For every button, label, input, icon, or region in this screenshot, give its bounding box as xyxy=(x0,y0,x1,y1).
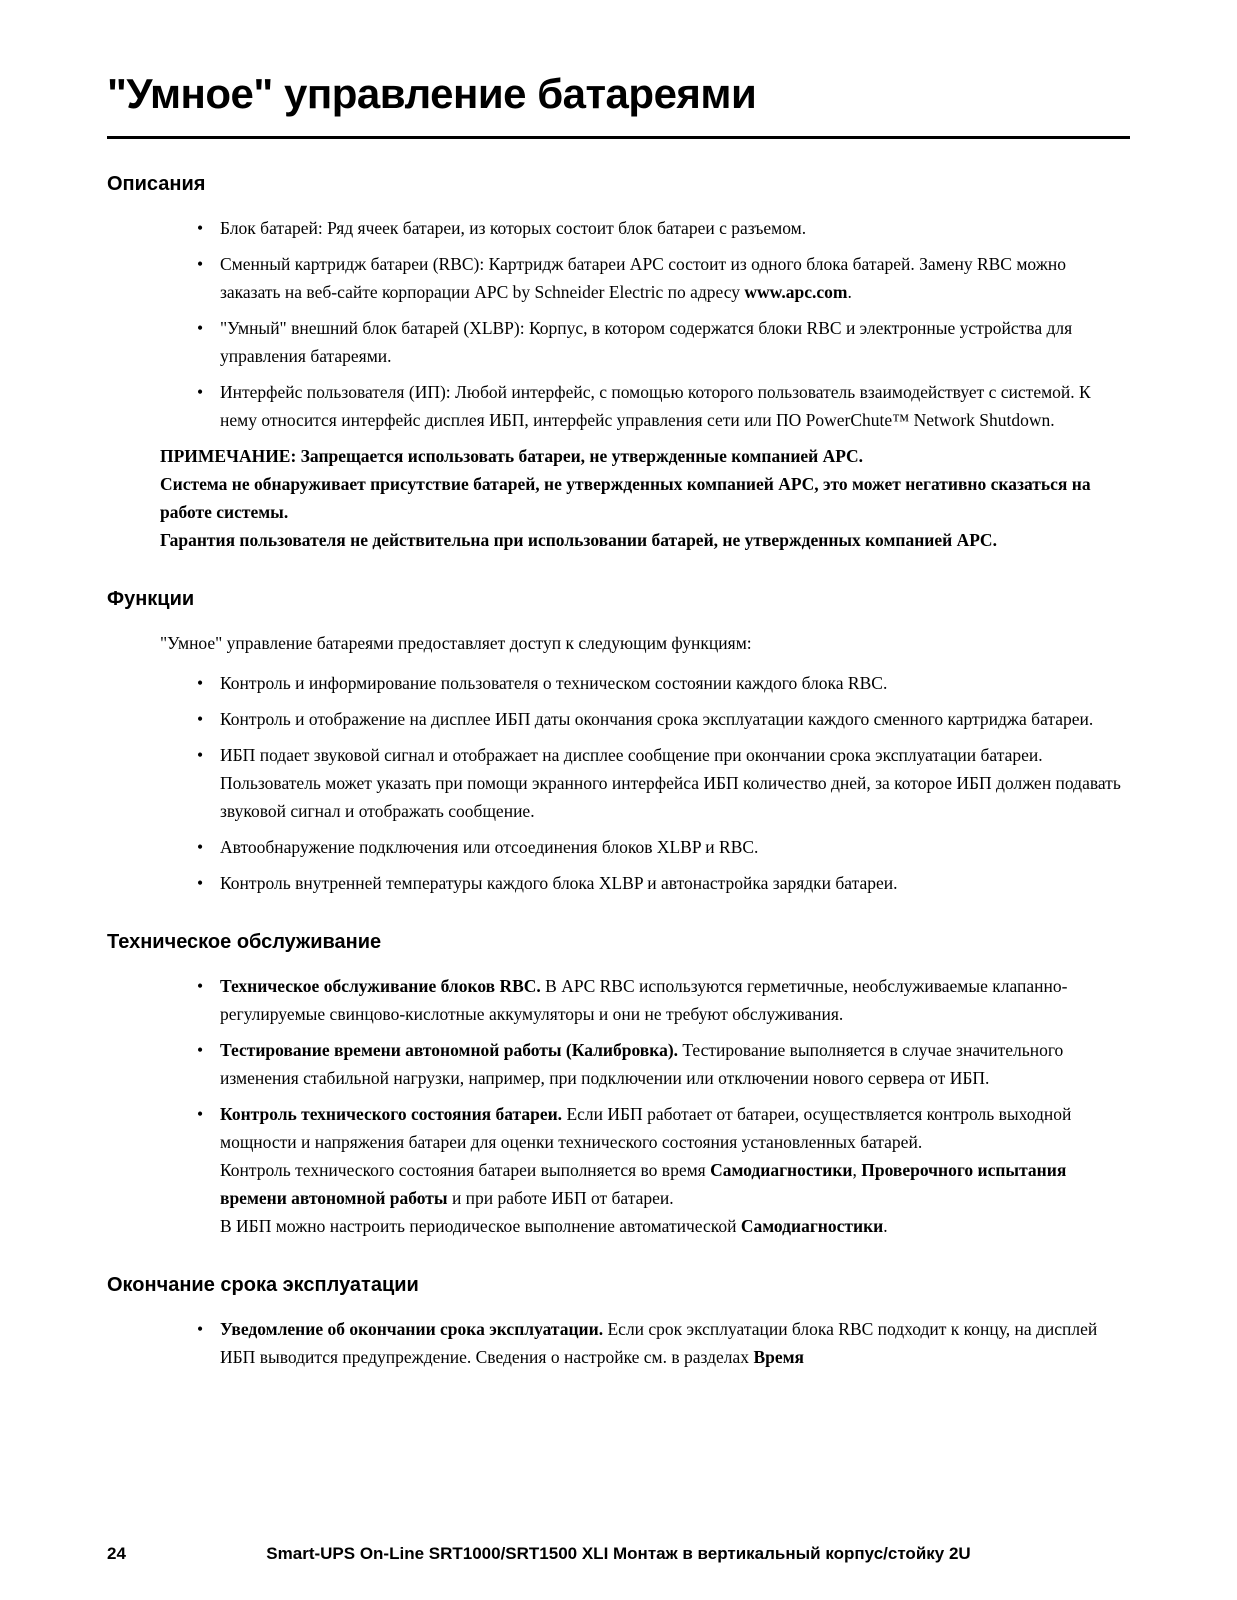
text: Контроль и информирование пользователя о техническом состоянии каждого блока RBC. xyxy=(220,673,888,694)
bullet-list xyxy=(107,669,1130,897)
bullet-marker-icon: • xyxy=(197,1319,204,1340)
bullet-list xyxy=(107,214,1130,434)
paragraph xyxy=(220,1156,1130,1212)
bullet-item xyxy=(107,378,1130,434)
text: Контроль внутренней температуры каждого блока XLBP и автонастройка зарядки батареи. xyxy=(220,873,898,894)
bullet-item xyxy=(107,1315,1130,1371)
paragraph xyxy=(220,214,1130,242)
paragraph xyxy=(220,1036,1130,1092)
paragraph xyxy=(160,629,1130,657)
bold-text: Тестирование времени автономной работы (Калибровка). xyxy=(220,1040,679,1061)
section-heading: Функции xyxy=(107,588,195,611)
bullet-item xyxy=(107,250,1130,306)
paragraph xyxy=(220,669,1130,697)
note xyxy=(160,442,1130,554)
text: Контроль технического состояния батареи выполняется во время xyxy=(220,1160,711,1181)
page-footer xyxy=(107,1544,1130,1564)
bullet-marker-icon: • xyxy=(197,976,204,997)
note-line: Гарантия пользователя не действительна при использовании батарей, не утвержденных компанией APC. xyxy=(160,530,997,551)
paragraph xyxy=(220,869,1130,897)
bold-text: Время xyxy=(753,1347,804,1368)
bullet-marker-icon: • xyxy=(197,1040,204,1061)
bullet-marker-icon: • xyxy=(197,673,204,694)
bullet-list xyxy=(107,972,1130,1240)
text: Сменный картридж батареи (RBC): Картридж батареи APC состоит из одного блока батарей. Замену RBC можно заказать на веб-сайте корпорации APC by Schneider Electric по адресу xyxy=(220,254,1066,303)
page-number: 24 xyxy=(107,1544,126,1563)
bullet-marker-icon: • xyxy=(197,745,204,766)
bullet-item xyxy=(107,705,1130,733)
text: ИБП подает звуковой сигнал и отображает на дисплее сообщение при окончании срока эксплуатации батареи. Пользователь может указать при помощи экранного интерфейса ИБП количество дней, за которое ИБП должен подавать звуковой сигнал и отображать сообщение. xyxy=(220,745,1121,822)
paragraph xyxy=(220,250,1130,306)
bullet-item xyxy=(107,214,1130,242)
bullet-item xyxy=(107,972,1130,1028)
paragraph xyxy=(220,705,1130,733)
paragraph xyxy=(220,972,1130,1028)
text: и при работе ИБП от батареи. xyxy=(447,1188,674,1209)
paragraph xyxy=(220,741,1130,825)
section-heading: Описания xyxy=(107,173,206,196)
paragraph xyxy=(220,314,1130,370)
bullet-item xyxy=(107,669,1130,697)
bullet-marker-icon: • xyxy=(197,254,204,275)
text: , xyxy=(852,1160,862,1181)
bullet-marker-icon: • xyxy=(197,382,204,403)
bullet-marker-icon: • xyxy=(197,873,204,894)
paragraph xyxy=(220,378,1130,434)
note-line: Система не обнаруживает присутствие батарей, не утвержденных компанией APC, это может негативно сказаться на работе системы. xyxy=(160,474,1091,523)
document-body xyxy=(107,173,1130,1371)
text: Тестирование выполняется в случае значительного изменения стабильной нагрузки, например, при подключении или отключении нового сервера от ИБП. xyxy=(220,1040,1064,1089)
document-title: "Умное" управление батареями xyxy=(107,70,757,117)
bold-text: www.apc.com xyxy=(744,282,848,303)
bold-text: Техническое обслуживание блоков RBC. xyxy=(220,976,541,997)
bullet-item xyxy=(107,1100,1130,1240)
paragraph xyxy=(220,1100,1130,1156)
bullet-item xyxy=(107,314,1130,370)
text: "Умный" внешний блок батарей (XLBP): Корпус, в котором содержатся блоки RBC и электронные устройства для управления батареями. xyxy=(220,318,1073,367)
paragraph xyxy=(220,833,1130,861)
bullet-marker-icon: • xyxy=(197,1104,204,1125)
text: . xyxy=(847,282,852,303)
paragraph xyxy=(220,1212,1130,1240)
bold-text: Самодиагностики xyxy=(710,1160,853,1181)
bullet-marker-icon: • xyxy=(197,218,204,239)
text: Контроль и отображение на дисплее ИБП даты окончания срока эксплуатации каждого сменного картриджа батареи. xyxy=(220,709,1094,730)
bullet-marker-icon: • xyxy=(197,709,204,730)
text: Блок батарей: Ряд ячеек батареи, из которых состоит блок батареи с разъемом. xyxy=(220,218,807,239)
bullet-marker-icon: • xyxy=(197,318,204,339)
text: Если ИБП работает от батареи, осуществляется контроль выходной мощности и напряжения батареи для оценки технического состояния установленных батарей. xyxy=(220,1104,1072,1153)
text: Интерфейс пользователя (ИП): Любой интерфейс, с помощью которого пользователь взаимодействует с системой. К нему относится интерфейс дисплея ИБП, интерфейс управления сети или ПО PowerChute™ Network Shutdown. xyxy=(220,382,1091,431)
text: Автообнаружение подключения или отсоединения блоков XLBP и RBC. xyxy=(220,837,759,858)
bullet-item xyxy=(107,869,1130,897)
bold-text: Контроль технического состояния батареи. xyxy=(220,1104,563,1125)
note-line: ПРИМЕЧАНИЕ: Запрещается использовать батареи, не утвержденные компанией APC. xyxy=(160,446,863,467)
text: В ИБП можно настроить периодическое выполнение автоматической xyxy=(220,1216,741,1237)
text: В APC RBC используются герметичные, необслуживаемые клапанно-регулируемые свинцово-кислотные аккумуляторы и они не требуют обслуживания. xyxy=(220,976,1068,1025)
text: . xyxy=(883,1216,888,1237)
title-divider xyxy=(107,136,1130,139)
section-heading: Техническое обслуживание xyxy=(107,931,382,954)
bullet-item xyxy=(107,741,1130,825)
footer-text: Smart-UPS On-Line SRT1000/SRT1500 XLI Монтаж в вертикальный корпус/стойку 2U xyxy=(266,1544,971,1563)
section-heading: Окончание срока эксплуатации xyxy=(107,1274,419,1297)
text: Если срок эксплуатации блока RBC подходит к концу, на дисплей ИБП выводится предупреждение. Сведения о настройке см. в разделах xyxy=(220,1319,1098,1368)
bullet-item xyxy=(107,1036,1130,1092)
bullet-list xyxy=(107,1315,1130,1371)
bold-text: Уведомление об окончании срока эксплуатации. xyxy=(220,1319,604,1340)
paragraph xyxy=(220,1315,1130,1371)
text: "Умное" управление батареями предоставляет доступ к следующим функциям: xyxy=(160,633,752,654)
bold-text: Самодиагностики xyxy=(740,1216,884,1237)
bold-text: Проверочного испытания времени автономной работы xyxy=(220,1160,1067,1209)
bullet-marker-icon: • xyxy=(197,837,204,858)
bullet-item xyxy=(107,833,1130,861)
